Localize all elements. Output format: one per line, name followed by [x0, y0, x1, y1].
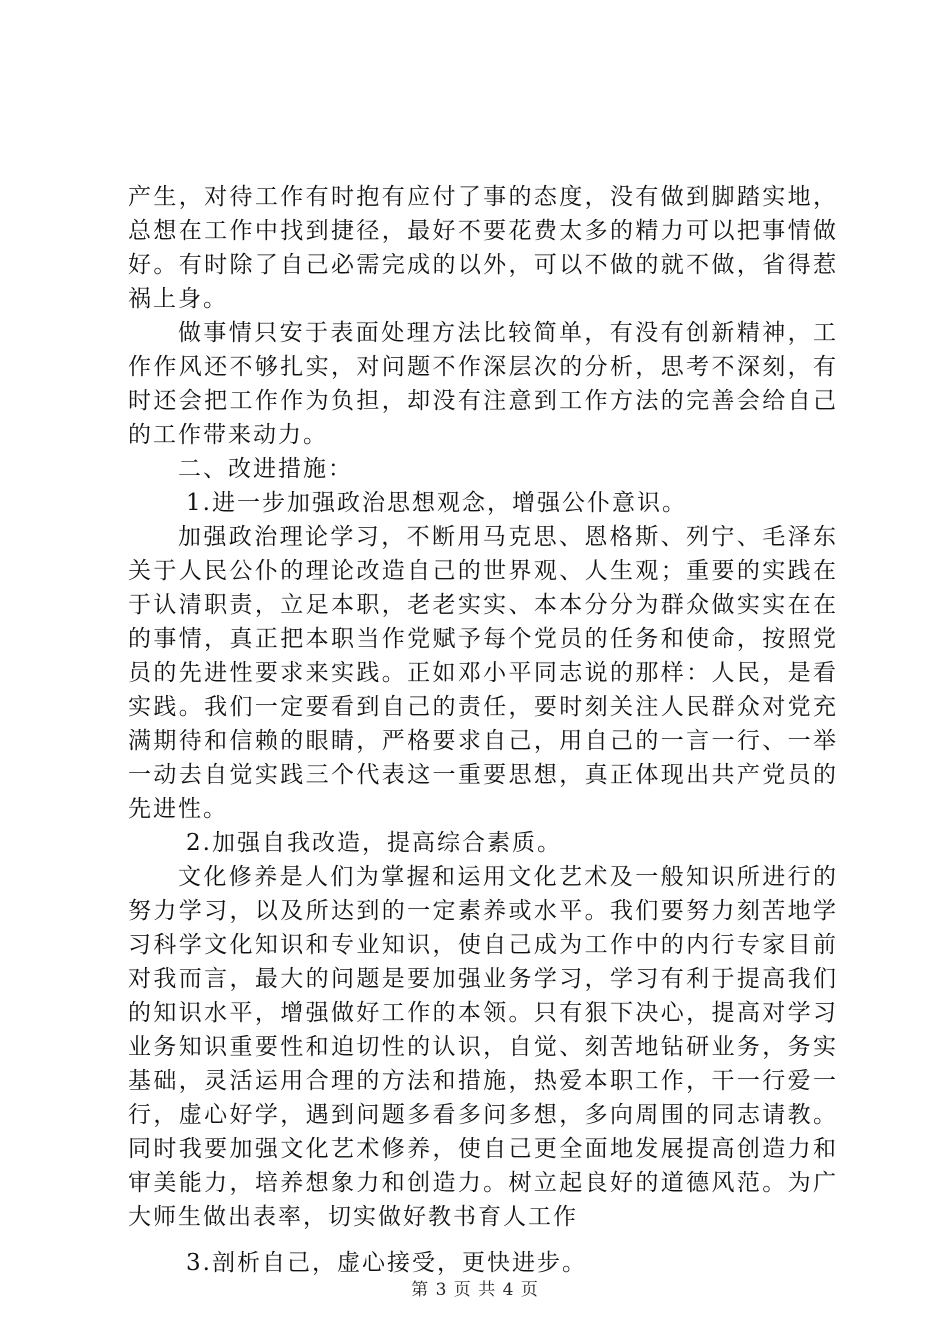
page-number-footer: 第 3 页 共 4 页	[411, 1280, 539, 1300]
section-heading-improvements: 二、改进措施：	[178, 456, 353, 482]
document-body	[128, 180, 838, 1280]
item-heading-3: 3.剖析自己，虚心接受，更快进步。	[186, 1250, 587, 1276]
item-heading-2: 2.加强自我改造，提高综合素质。	[186, 830, 562, 856]
paragraph-political-study: 加强政治理论学习，不断用马克思、恩格斯、列宁、毛泽东关于人民公仆的理论改造自己的世界观、人生观；重要的实践在于认清职责，立足本职，老老实实、本本分分为群众做实实在在的事情，真正把本职当作党赋予每个党员的任务和使命，按照党员的先进性要求来实践。正如邓小平同志说的那样：人民，是看实践。我们一定要看到自己的责任，要时刻关注人民群众对党充满期待和信赖的眼睛，严格要求自己，用自己的一言一行、一举一动去自觉实践三个代表这一重要思想，真正体现出共产党员的先进性。	[128, 524, 838, 822]
paragraph-attitude: 产生，对待工作有时抱有应付了事的态度，没有做到脚踏实地，总想在工作中找到捷径，最好不要花费太多的精力可以把事情做好。有时除了自己必需完成的以外，可以不做的就不做，省得惹祸上身。	[128, 184, 838, 312]
item-heading-1: 1.进一步加强政治思想观念，增强公仆意识。	[186, 490, 687, 516]
paragraph-cultural-cultivation: 文化修养是人们为掌握和运用文化艺术及一般知识所进行的努力学习，以及所达到的一定素养或水平。我们要努力刻苦地学习科学文化知识和专业知识，使自己成为工作中的内行专家目前对我而言，最大的问题是要加强业务学习，学习有利于提高我们的知识水平，增强做好工作的本领。只有狠下决心，提高对学习业务知识重要性和迫切性的认识，自觉、刻苦地钻研业务，务实基础，灵活运用合理的方法和措施，热爱本职工作，干一行爱一行，虚心好学，遇到问题多看多问多想，多向周围的同志请教。同时我要加强文化艺术修养，使自己更全面地发展提高创造力和审美能力，培养想象力和创造力。树立起良好的道德风范。为广大师生做出表率，切实做好教书育人工作	[128, 864, 838, 1230]
paragraph-work-style: 做事情只安于表面处理方法比较简单，有没有创新精神，工作作风还不够扎实，对问题不作深层次的分析，思考不深刻，有时还会把工作作为负担，却没有注意到工作方法的完善会给自己的工作带来动力。	[128, 320, 838, 448]
